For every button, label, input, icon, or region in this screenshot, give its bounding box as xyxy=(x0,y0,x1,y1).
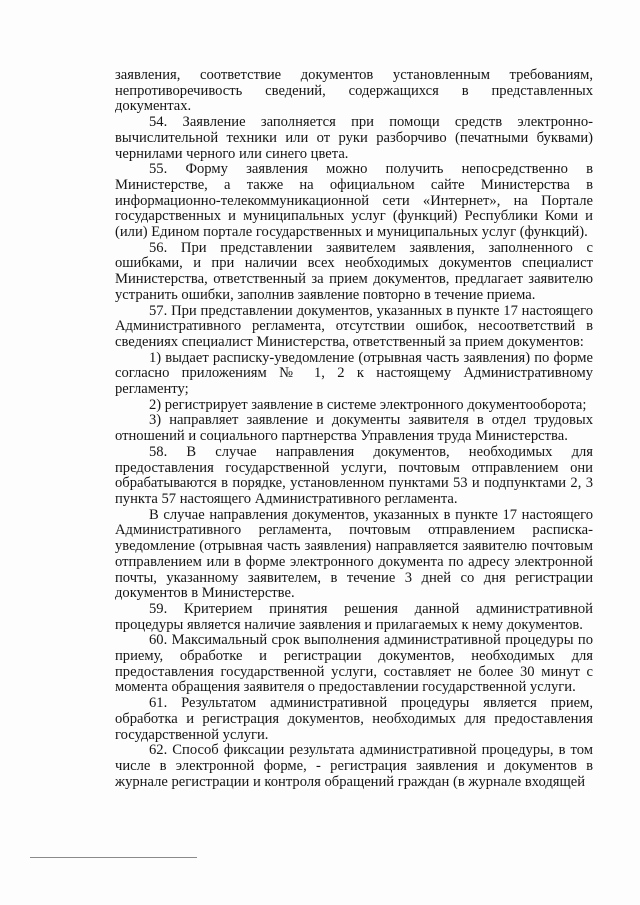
paragraph-57-item-2: 2) регистрирует заявление в системе электронного документооборота; xyxy=(149,396,587,413)
paragraph-59: 59. Критерием принятия решения данной административной процедуры является наличие заявления и прилагаемых к нему документов. xyxy=(115,600,593,633)
paragraph-57: 57. При представлении документов, указанных в пункте 17 настоящего Административного регламента, отсутствии ошибок, несоответствий в сведениях специалист Министерства, ответственный за прием документов: xyxy=(115,302,593,350)
paragraph-61: 61. Результатом административной процедуры является прием, обработка и регистрация документов, необходимых для предоставления государственной услуги. xyxy=(115,695,593,743)
paragraph-60: 60. Максимальный срок выполнения административной процедуры по приему, обработке и регистрации документов, необходимых для предоставления государственной услуги, составляет не более 30 минут с момента обращения заявителя о предоставлении государственной услуги. xyxy=(115,632,593,696)
paragraph-57-item-1: 1) выдает расписку-уведомление (отрывная часть заявления) по форме согласно приложениям № 1, 2 к настоящему Административному регламенту; xyxy=(115,349,593,398)
document-body xyxy=(115,68,593,790)
paragraph-58-continued: В случае направления документов, указанных в пункте 17 настоящего Административного регламента, почтовым отправлением расписка-уведомление (отрывная часть заявления) направляется заявителю почтовым отправлением или в форме электронного документа по адресу электронной почты, указанному заявителем, в течение 3 дней со дня регистрации документов в Министерстве. xyxy=(115,506,593,602)
paragraph-54: 54. Заявление заполняется при помощи средств электронно-вычислительной техники или от руки разборчиво (печатными буквами) чернилами черного или синего цвета. xyxy=(115,114,593,162)
paragraph-continuation: заявления, соответствие документов установленным требованиям, непротиворечивость сведений, содержащихся в представленных документах. xyxy=(115,67,593,115)
paragraph-56: 56. При представлении заявителем заявления, заполненного с ошибками, и при наличии всех необходимых документов специалист Министерства, ответственный за прием документов, предлагает заявителю устранить ошибки, заполнив заявление повторно в течение приема. xyxy=(115,239,593,303)
paragraph-57-item-3: 3) направляет заявление и документы заявителя в отдел трудовых отношений и социального партнерства Управления труда Министерства. xyxy=(115,412,593,445)
paragraph-55: 55. Форму заявления можно получить непосредственно в Министерстве, а также на официальном сайте Министерства в информационно-телекоммуникационной сети «Интернет», на Портале государственных и муниципальных услуг (функций) Республики Коми и (или) Едином портале государственных и муниципальных услуг (функций). xyxy=(115,161,593,241)
footnote-rule xyxy=(30,857,197,858)
paragraph-62: 62. Способ фиксации результата административной процедуры, в том числе в электронной форме, - регистрация заявления и документов в журнале регистрации и контроля обращений граждан (в журнале входящей xyxy=(115,742,593,790)
paragraph-58: 58. В случае направления документов, необходимых для предоставления государственной услуги, почтовым отправлением они обрабатываются в порядке, установленном пунктами 53 и подпунктами 2, 3 пункта 57 настоящего Административного регламента. xyxy=(115,443,593,507)
